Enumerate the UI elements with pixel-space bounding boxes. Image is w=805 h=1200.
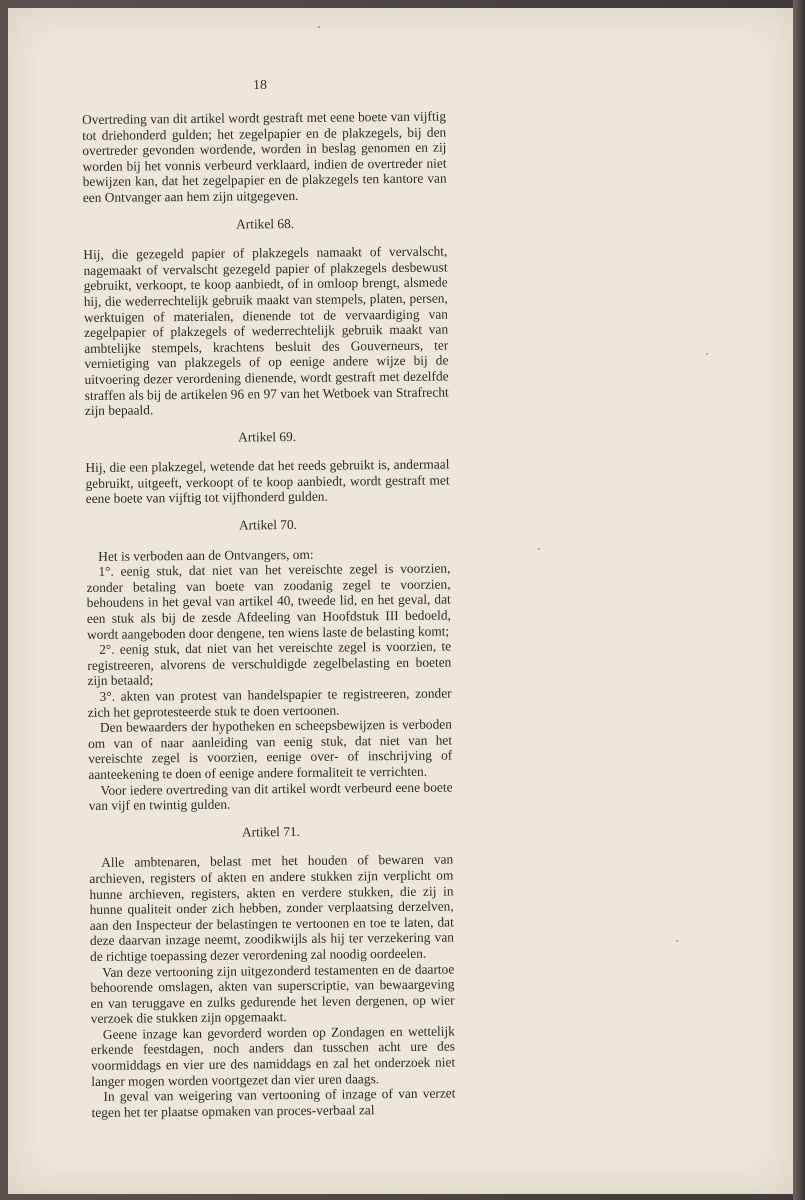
page-number: 18 (253, 78, 267, 93)
page-edge (793, 0, 805, 1200)
article-heading: Artikel 70. (238, 517, 298, 533)
article-heading: Artikel 69. (238, 428, 297, 445)
body-paragraph: Hij, die een plakzegel, wetende dat het reeds gebruikt is, andermaal gebruikt, uitgeeft, verkoopt of te koop aanbiedt, wordt gestraft met eene boete van vijftig tot vijfhonderd gulden. (85, 456, 450, 507)
body-paragraph: Hij, die gezegeld papier of plakzegels namaakt of vervalscht, nagemaakt of vervalscht gezegeld papier of plakzegels desbewust gebruikt, verkoopt, te koop aanbiedt, of in omloop brengt, alsmede hij, die wederrechtelijk gebruik maakt van stempels, platen, persen, werktuigen of materialen, dienende tot de vervaardiging van zegelpapier of plakzegels of wederrechtelijk gebruik maakt van ambtelijke stempels, krachtens besluit des Gouverneurs, ter vernietiging van plakzegels of op eenige andere wijze bij de uitvoering dezer verordening dienende, wordt gestraft met dezelfde straffen als bij de artikelen 96 en 97 van het Wetboek van Strafrecht zijn bepaald. (83, 243, 449, 419)
body-paragraph: Van deze vertooning zijn uitgezonderd testamenten en de daartoe behoorende omslagen, akten van superscriptie, van bewaargeving en van teruggave en zulks gedurende het leven dergenen, op wier verzoek die stukken zijn opgemaakt. (90, 960, 455, 1027)
paper-speck (318, 26, 320, 28)
article-heading: Artikel 71. (241, 823, 300, 840)
document-body (82, 109, 456, 1121)
body-paragraph: 3°. akten van protest van handelspapier te registreeren, zonder zich het geprotesteerde stuk te doen vertoonen. (87, 685, 452, 720)
body-paragraph: 1°. eenig stuk, dat niet van het vereischte zegel is voorzien, zonder betaling van boete van zoodanig zegel te voorzien, behoudens in het geval van artikel 40, tweede lid, en het geval, dat een stuk als bij de zesde Afdeeling van Hoofdstuk III bedoeld, wordt aangeboden door dengene, ten wiens laste de belasting komt; (86, 560, 451, 642)
paper-speck (538, 548, 540, 550)
article-heading: Artikel 68. (235, 215, 295, 232)
body-paragraph: In geval van weigering van vertooning of inzage of van verzet tegen het ter plaatse opmaken van proces-verbaal zal (91, 1085, 456, 1120)
paper-speck (706, 353, 708, 355)
body-paragraph: Alle ambtenaren, belast met het houden of bewaren van archieven, registers of akten en andere stukken zijn verplicht om hunne archieven, registers, akten en verdere stukken, die zij in hunne qualiteit onder zich hebben, zonder verplaatsing derzelven, aan den Inspecteur der belastingen te vertoonen en toe te laten, dat deze daarvan inzage neemt, zoodikwijls als hij ter verzekering van de richtige toepassing dezer verordening zal noodig oordeelen. (89, 851, 455, 964)
body-paragraph: Overtreding van dit artikel wordt gestraft met eene boete van vijftig tot driehonderd gulden; het zegelpapier en de plakzegels, bij den overtreder gevonden wordende, worden in beslag genomen en zij worden bij het vonnis verbeurd verklaard, indien de overtreder niet bewijzen kan, dat het zegelpapier en de plakzegels ten kantore van een Ontvanger aan hem zijn uitgegeven. (82, 108, 447, 205)
body-paragraph: Voor iedere overtreding van dit artikel wordt verbeurd eene boete van vijf en twintig gulden. (88, 779, 453, 814)
body-paragraph: Geene inzage kan gevorderd worden op Zondagen en wettelijk erkende feestdagen, noch anders dan tusschen acht ure des voormiddags en vier ure des namiddags en zal het onderzoek niet langer mogen worden voortgezet dan vier uren daags. (90, 1023, 456, 1089)
paper-speck (676, 940, 678, 942)
body-paragraph: 2°. eenig stuk, dat niet van het vereischte zegel is voorzien, te registreeren, alvorens de verschuldigde zegelbelasting en boeten zijn betaald; (87, 638, 452, 689)
body-paragraph: Den bewaarders der hypotheken en scheepsbewijzen is verboden om van of naar aanleiding van eenig stuk, dat niet van het vereischte zegel is voorzien, eenige over- of inschrijving of aanteekening te doen of eenige andere formaliteit te verrichten. (87, 716, 453, 782)
body-paragraph: Het is verboden aan de Ontvangers, om: (98, 546, 314, 564)
